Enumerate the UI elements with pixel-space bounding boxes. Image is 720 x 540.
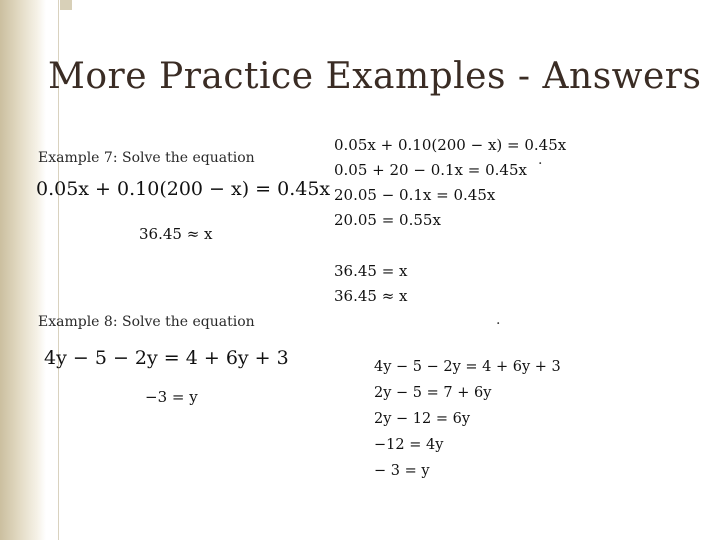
example-7-period: . (538, 152, 543, 168)
corner-decoration (60, 0, 72, 10)
example-8-steps (374, 354, 561, 484)
example-8-step: 4y − 5 − 2y = 4 + 6y + 3 (374, 359, 561, 375)
example-8-period: . (496, 312, 501, 328)
example-8-step: 2y − 12 = 6y (374, 411, 471, 427)
example-7-step: 0.05x + 0.10(200 − x) = 0.45x (334, 136, 567, 154)
example-8-step: 2y − 5 = 7 + 6y (374, 385, 492, 401)
example-7-step: 20.05 = 0.55x (334, 211, 441, 229)
example-7-answer: 36.45 ≈ x (139, 225, 213, 243)
slide-title: More Practice Examples - Answers (48, 56, 702, 97)
example-8-step: − 3 = y (374, 463, 430, 479)
example-7-steps-a (334, 133, 566, 233)
example-7-step: 20.05 − 0.1x = 0.45x (334, 186, 496, 204)
example-8-answer: −3 = y (145, 388, 198, 406)
example-7-step: 36.45 ≈ x (334, 287, 408, 305)
example-7-step: 36.45 = x (334, 262, 408, 280)
example-8-step: −12 = 4y (374, 437, 444, 453)
left-decorative-band (0, 0, 46, 540)
example-7-label: Example 7: Solve the equation (38, 150, 255, 166)
example-7-equation: 0.05x + 0.10(200 − x) = 0.45x (36, 178, 331, 200)
example-7-step: 0.05 + 20 − 0.1x = 0.45x (334, 161, 527, 179)
example-8-label: Example 8: Solve the equation (38, 314, 255, 330)
example-8-equation: 4y − 5 − 2y = 4 + 6y + 3 (44, 347, 289, 369)
example-7-steps-b (334, 259, 408, 309)
